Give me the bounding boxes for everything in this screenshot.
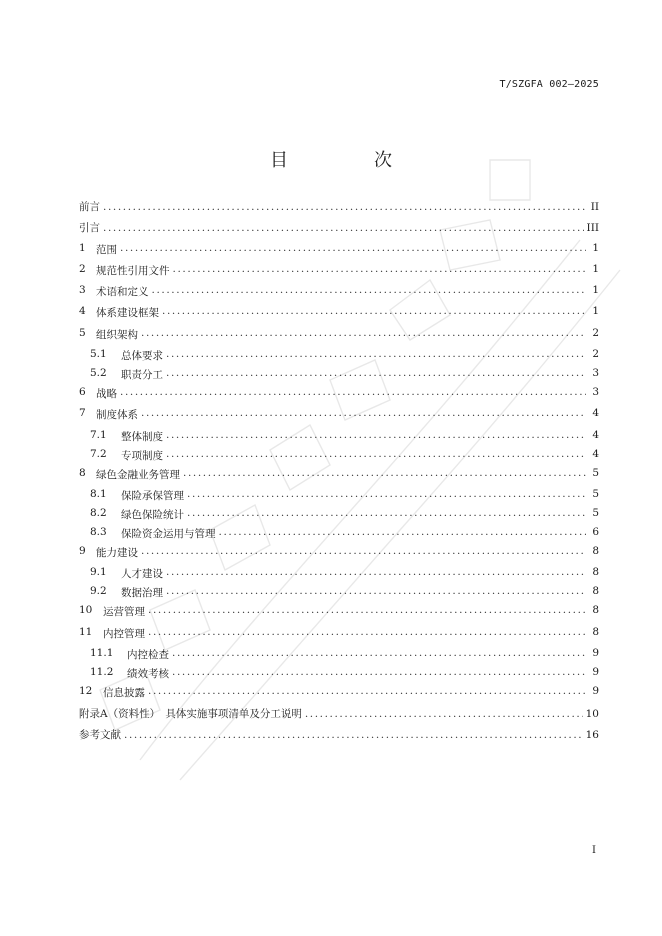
toc-leader-dots bbox=[183, 467, 586, 479]
toc-entry-label: 绩效考核 bbox=[127, 667, 169, 680]
toc-entry-page: 4 bbox=[592, 428, 599, 441]
toc-entry-number: 7 bbox=[79, 407, 86, 420]
toc-entry-label: 信息披露 bbox=[103, 686, 145, 699]
toc-entry[interactable] bbox=[79, 407, 599, 428]
toc-leader-dots bbox=[166, 367, 586, 379]
toc-entry[interactable] bbox=[79, 507, 599, 526]
toc-entry-page: 2 bbox=[592, 348, 599, 361]
toc-entry[interactable] bbox=[79, 429, 599, 448]
toc-entry[interactable] bbox=[79, 666, 599, 685]
toc-entry[interactable] bbox=[79, 386, 599, 407]
toc-entry-page: 1 bbox=[592, 262, 599, 275]
toc-leader-dots bbox=[152, 284, 587, 296]
toc-entry-number: 2 bbox=[79, 262, 86, 275]
toc-entry[interactable] bbox=[79, 448, 599, 467]
toc-entry-page: 10 bbox=[585, 708, 599, 721]
toc-entry-page: 1 bbox=[592, 241, 599, 254]
toc-entry-page: 8 bbox=[592, 585, 599, 598]
toc-entry-label: 内控检查 bbox=[127, 648, 169, 661]
toc-entry-page: 8 bbox=[592, 625, 599, 638]
toc-leader-dots bbox=[166, 448, 586, 460]
toc-entry-number: 7.1 bbox=[90, 428, 107, 441]
toc-entry[interactable] bbox=[79, 199, 599, 220]
toc-entry-label: 术语和定义 bbox=[96, 286, 149, 299]
toc-leader-dots bbox=[219, 526, 587, 538]
toc-entry[interactable] bbox=[79, 327, 599, 348]
toc-entry-label: 范围 bbox=[96, 243, 117, 256]
toc-entry-label: 专项制度 bbox=[121, 449, 163, 462]
toc-entry[interactable] bbox=[79, 526, 599, 545]
toc-leader-dots bbox=[141, 545, 586, 557]
toc-entry-label: 规范性引用文件 bbox=[96, 264, 170, 277]
toc-entry[interactable] bbox=[79, 604, 599, 625]
toc-entry-page: 9 bbox=[592, 646, 599, 659]
toc-entry-page: III bbox=[586, 222, 599, 235]
toc-leader-dots bbox=[141, 407, 586, 419]
toc-entry-label: 参考文献 bbox=[79, 729, 121, 742]
toc-leader-dots bbox=[120, 242, 586, 254]
toc-entry[interactable] bbox=[79, 727, 599, 748]
toc-entry-label: 制度体系 bbox=[96, 409, 138, 422]
toc-entry-number: 5.2 bbox=[90, 367, 107, 380]
toc-entry-number: 9.2 bbox=[90, 585, 107, 598]
toc-entry-number: 5 bbox=[79, 326, 86, 339]
toc-entry-page: 6 bbox=[592, 525, 599, 538]
toc-entry[interactable] bbox=[79, 566, 599, 585]
toc-entry-page: 1 bbox=[592, 284, 599, 297]
toc-entry-label: 绿色金融业务管理 bbox=[96, 468, 180, 481]
toc-entry-page: 9 bbox=[592, 665, 599, 678]
toc-leader-dots bbox=[187, 507, 586, 519]
document-code: T/SZGFA 002—2025 bbox=[499, 79, 599, 90]
toc-entry-page: 5 bbox=[592, 466, 599, 479]
toc-entry[interactable] bbox=[79, 305, 599, 326]
toc-entry[interactable] bbox=[79, 242, 599, 263]
toc-entry-number: 9 bbox=[79, 544, 86, 557]
toc-entry[interactable] bbox=[79, 263, 599, 284]
toc-entry-label: 附录A（资料性） 具体实施事项清单及分工说明 bbox=[79, 708, 302, 721]
toc-entry-number: 11 bbox=[79, 625, 93, 638]
toc-leader-dots bbox=[172, 647, 586, 659]
toc-entry-label: 职责分工 bbox=[121, 369, 163, 382]
toc-leader-dots bbox=[187, 488, 586, 500]
toc-entry-page: 5 bbox=[592, 506, 599, 519]
toc-entry-number: 11.1 bbox=[90, 646, 114, 659]
toc-entry[interactable] bbox=[79, 545, 599, 566]
toc-entry-page: 16 bbox=[585, 729, 599, 742]
toc-entry-page: 8 bbox=[592, 544, 599, 557]
toc-leader-dots bbox=[162, 305, 586, 317]
toc-entry-page: 9 bbox=[592, 684, 599, 697]
toc-entry-label: 保险资金运用与管理 bbox=[121, 527, 216, 540]
toc-entry-number: 6 bbox=[79, 386, 86, 399]
toc-entry-page: 1 bbox=[592, 305, 599, 318]
toc-entry[interactable] bbox=[79, 647, 599, 666]
toc-entry-label: 人才建设 bbox=[121, 568, 163, 581]
toc-entry-label: 内控管理 bbox=[103, 627, 145, 640]
toc-entry-label: 保险承保管理 bbox=[121, 489, 184, 502]
toc-entry-number: 7.2 bbox=[90, 447, 107, 460]
toc-entry-number: 8.3 bbox=[90, 525, 107, 538]
toc-leader-dots bbox=[103, 201, 586, 213]
toc-leader-dots bbox=[103, 222, 584, 234]
toc-entry-label: 能力建设 bbox=[96, 546, 138, 559]
toc-entry[interactable] bbox=[79, 685, 599, 706]
toc-entry-page: 8 bbox=[592, 566, 599, 579]
toc-entry-label: 运营管理 bbox=[103, 606, 145, 619]
toc-leader-dots bbox=[166, 348, 586, 360]
toc-entry-page: 4 bbox=[592, 407, 599, 420]
toc-entry[interactable] bbox=[79, 367, 599, 386]
table-of-contents bbox=[79, 199, 599, 749]
toc-leader-dots bbox=[305, 708, 583, 720]
toc-entry-page: 4 bbox=[592, 447, 599, 460]
toc-title: 目 次 bbox=[270, 150, 426, 171]
toc-leader-dots bbox=[148, 626, 586, 638]
toc-entry-page: II bbox=[590, 201, 599, 213]
toc-entry-page: 5 bbox=[592, 487, 599, 500]
toc-entry-page: 2 bbox=[592, 326, 599, 339]
toc-entry-label: 整体制度 bbox=[121, 430, 163, 443]
toc-leader-dots bbox=[148, 604, 586, 616]
toc-entry-label: 引言 bbox=[79, 222, 100, 235]
toc-entry-label: 绿色保险统计 bbox=[121, 508, 184, 521]
toc-entry-number: 3 bbox=[79, 284, 86, 297]
toc-entry-number: 5.1 bbox=[90, 348, 107, 361]
toc-entry[interactable] bbox=[79, 284, 599, 305]
toc-entry[interactable] bbox=[79, 585, 599, 604]
toc-leader-dots bbox=[141, 327, 586, 339]
toc-leader-dots bbox=[172, 666, 586, 678]
page-number: I bbox=[592, 845, 596, 856]
toc-entry-label: 总体要求 bbox=[121, 350, 163, 363]
toc-entry-number: 10 bbox=[79, 604, 93, 617]
toc-leader-dots bbox=[173, 263, 587, 275]
toc-entry[interactable] bbox=[79, 488, 599, 507]
toc-leader-dots bbox=[166, 585, 586, 597]
toc-leader-dots bbox=[166, 429, 586, 441]
toc-entry-number: 8.1 bbox=[90, 487, 107, 500]
toc-entry[interactable] bbox=[79, 626, 599, 647]
toc-leader-dots bbox=[148, 685, 586, 697]
toc-entry[interactable] bbox=[79, 348, 599, 367]
toc-leader-dots bbox=[166, 566, 586, 578]
toc-leader-dots bbox=[120, 386, 586, 398]
toc-entry-label: 战略 bbox=[96, 388, 117, 401]
toc-leader-dots bbox=[124, 729, 583, 741]
toc-entry-number: 8.2 bbox=[90, 506, 107, 519]
toc-entry-number: 4 bbox=[79, 305, 86, 318]
toc-entry[interactable] bbox=[79, 706, 599, 727]
toc-entry[interactable] bbox=[79, 220, 599, 241]
toc-entry-page: 8 bbox=[592, 604, 599, 617]
toc-entry-label: 数据治理 bbox=[121, 587, 163, 600]
toc-entry-number: 8 bbox=[79, 466, 86, 479]
toc-entry-number: 11.2 bbox=[90, 665, 114, 678]
toc-entry-page: 3 bbox=[592, 367, 599, 380]
toc-entry-label: 前言 bbox=[79, 201, 100, 213]
toc-entry-number: 1 bbox=[79, 241, 86, 254]
toc-entry-number: 9.1 bbox=[90, 566, 107, 579]
toc-entry[interactable] bbox=[79, 467, 599, 488]
toc-entry-page: 3 bbox=[592, 386, 599, 399]
toc-entry-label: 体系建设框架 bbox=[96, 307, 159, 320]
toc-entry-number: 12 bbox=[79, 684, 93, 697]
toc-entry-label: 组织架构 bbox=[96, 328, 138, 341]
